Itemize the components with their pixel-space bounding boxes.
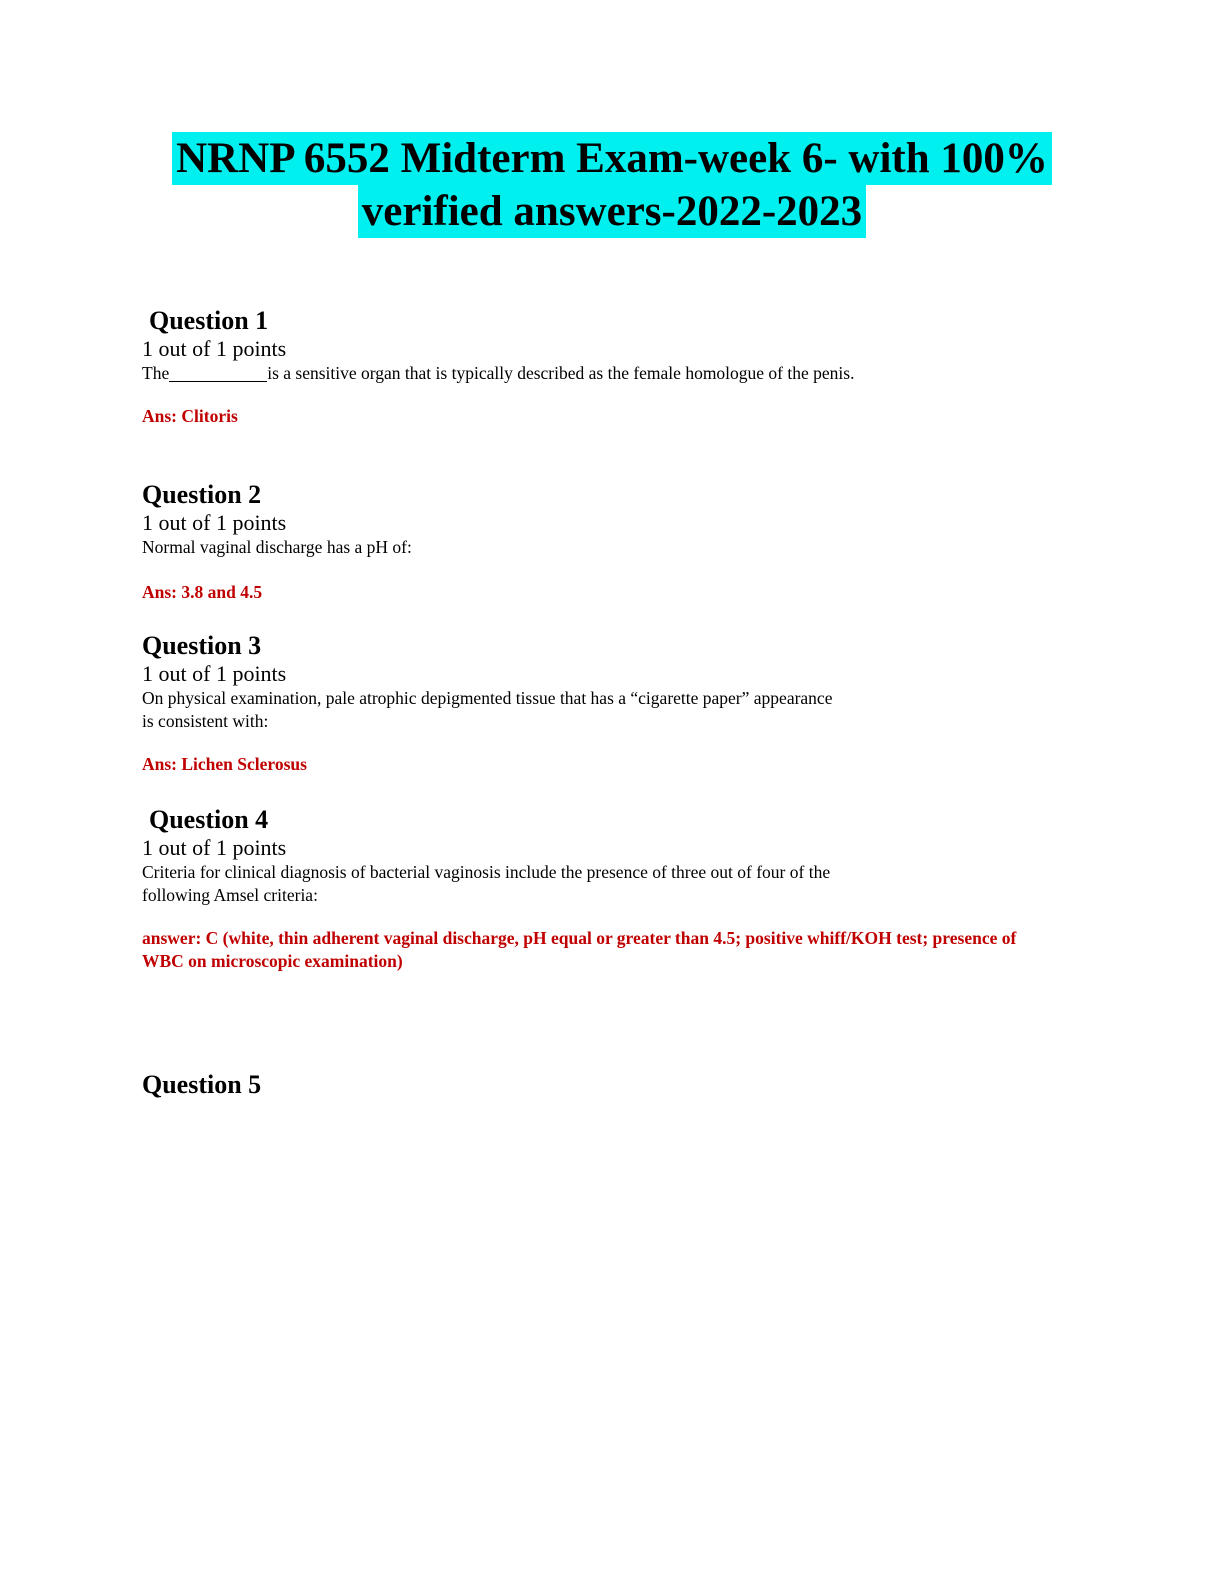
question-points: 1 out of 1 points xyxy=(142,661,287,686)
question-heading: Question 1 xyxy=(149,306,269,335)
question-text-end: is a sensitive organ that is typically described as the female homologue of the penis. xyxy=(267,363,855,383)
title-line-1: NRNP 6552 Midterm Exam-week 6- with 100% xyxy=(172,132,1052,185)
question-text: On physical examination, pale atrophic depigmented tissue that has a “cigarette paper” appearance is consistent with: xyxy=(142,688,833,731)
question-answer: Ans: Clitoris xyxy=(142,406,238,426)
title-line-2: verified answers-2022-2023 xyxy=(358,185,866,238)
question-heading: Question 4 xyxy=(149,805,269,834)
question-1 xyxy=(142,306,1082,428)
question-answer: Ans: Lichen Sclerosus xyxy=(142,754,307,774)
question-points: 1 out of 1 points xyxy=(142,510,287,535)
question-text: Normal vaginal discharge has a pH of: xyxy=(142,537,412,557)
question-3 xyxy=(142,631,1082,776)
fill-in-blank xyxy=(169,365,267,382)
question-points: 1 out of 1 points xyxy=(142,835,287,860)
question-2 xyxy=(142,480,1082,604)
question-answer: answer: C (white, thin adherent vaginal discharge, pH equal or greater than 4.5; positive whiff/KOH test; presence of WBC on microscopic examination) xyxy=(142,928,1017,971)
question-text: Criteria for clinical diagnosis of bacterial vaginosis include the presence of three out of four of the following Amsel criteria: xyxy=(142,862,831,905)
question-answer: Ans: 3.8 and 4.5 xyxy=(142,582,263,602)
question-text-start: The xyxy=(142,363,170,383)
question-heading: Question 3 xyxy=(142,631,262,660)
question-4 xyxy=(142,805,1082,973)
question-text xyxy=(142,362,862,385)
question-heading: Question 2 xyxy=(142,480,262,509)
question-points: 1 out of 1 points xyxy=(142,336,287,361)
question-5 xyxy=(142,1070,1082,1100)
question-heading: Question 5 xyxy=(142,1070,262,1099)
page-title xyxy=(0,132,1224,238)
